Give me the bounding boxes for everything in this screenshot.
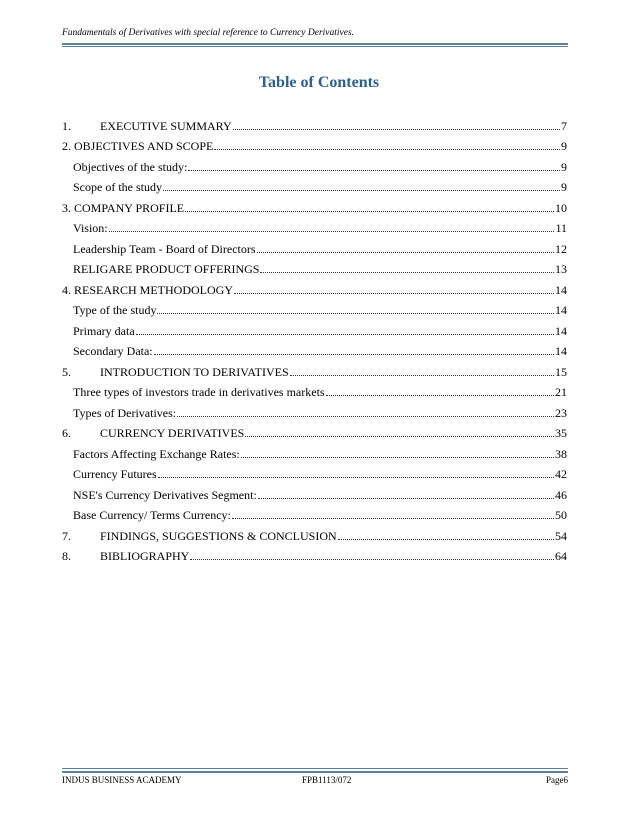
dot-leader — [257, 252, 554, 253]
toc-entry[interactable] — [62, 420, 567, 441]
toc-entry-page[interactable]: 21 — [555, 385, 567, 399]
toc-entry-page[interactable]: 9 — [561, 139, 567, 153]
toc-entry-label[interactable]: BIBLIOGRAPHY — [100, 549, 190, 563]
toc-entry-label[interactable]: Types of Derivatives: — [73, 405, 177, 420]
toc-title: Table of Contents — [258, 74, 380, 91]
toc-entry-number: 8. — [62, 549, 71, 563]
dot-leader — [232, 518, 554, 519]
toc-entry-number: 7. — [62, 528, 71, 543]
dot-leader — [185, 211, 554, 212]
toc-entry[interactable] — [62, 174, 567, 195]
footer-institution: INDUS BUSINESS ACADEMY — [62, 775, 182, 785]
toc-entry[interactable] — [62, 276, 567, 297]
toc-entry-label[interactable]: FINDINGS, SUGGESTIONS & CONCLUSION — [100, 528, 337, 543]
dot-leader — [157, 313, 554, 314]
toc-entry[interactable] — [62, 543, 567, 564]
toc-entry-page[interactable]: 7 — [561, 118, 567, 133]
toc-entry-label[interactable]: Type of the study — [73, 303, 157, 317]
dot-leader — [188, 170, 560, 171]
toc-entry[interactable] — [62, 317, 567, 338]
toc-entry[interactable] — [62, 481, 567, 502]
dot-leader — [177, 416, 554, 417]
toc-entry-page[interactable]: 14 — [555, 344, 567, 358]
header-rule-thin — [62, 46, 568, 47]
toc-entry-page[interactable]: 50 — [555, 508, 567, 522]
toc-entry-label[interactable]: NSE's Currency Derivatives Segment: — [73, 487, 257, 502]
toc-entry-number: 1. — [62, 118, 71, 133]
toc-entry[interactable] — [62, 522, 567, 543]
toc-entry-label[interactable]: EXECUTIVE SUMMARY — [100, 118, 232, 133]
toc-entry-page[interactable]: 14 — [555, 323, 567, 338]
toc-entry-page[interactable]: 13 — [555, 262, 567, 276]
toc-entry-label[interactable]: Currency Futures — [73, 467, 157, 481]
toc-entry[interactable] — [62, 194, 567, 215]
toc-entry-label[interactable]: 2. OBJECTIVES AND SCOPE — [62, 139, 214, 153]
dot-leader — [163, 190, 560, 191]
dot-leader — [234, 293, 554, 294]
toc-entry-page[interactable]: 46 — [555, 487, 567, 502]
toc-entry-label[interactable]: RELIGARE PRODUCT OFFERINGS — [73, 262, 260, 276]
toc-entry-label[interactable]: Scope of the study — [73, 180, 162, 194]
toc-entry-page[interactable]: 23 — [555, 405, 567, 420]
toc-entry-page[interactable]: 64 — [555, 549, 567, 563]
toc-entry-page[interactable]: 11 — [555, 221, 567, 235]
dot-leader — [326, 395, 554, 396]
toc-entry-label[interactable]: Factors Affecting Exchange Rates: — [73, 446, 240, 461]
toc-entry[interactable] — [62, 235, 567, 256]
toc-entry-page[interactable]: 9 — [561, 159, 567, 174]
toc-entry[interactable] — [62, 440, 567, 461]
dot-leader — [245, 436, 554, 437]
toc-entry-label[interactable]: Primary data — [73, 323, 135, 338]
toc-entry-page[interactable]: 10 — [555, 200, 567, 215]
toc-entry[interactable] — [62, 399, 567, 420]
footer-code: FPB1113/072 — [302, 775, 352, 785]
dot-leader — [260, 272, 554, 273]
toc-entry-page[interactable]: 9 — [561, 180, 567, 194]
footer-rule-thin — [62, 768, 568, 769]
toc-entry-label[interactable]: Leadership Team - Board of Directors — [73, 241, 256, 256]
footer-page-number: Page6 — [546, 775, 568, 785]
dot-leader — [158, 477, 554, 478]
toc-entry-label[interactable]: Three types of investors trade in derivatives markets — [73, 385, 325, 399]
toc-entry-label[interactable]: Objectives of the study: — [73, 159, 188, 174]
toc-entry-page[interactable]: 54 — [555, 528, 567, 543]
dot-leader — [214, 149, 560, 150]
toc-entry-label[interactable]: 4. RESEARCH METHODOLOGY — [62, 282, 233, 297]
toc-entry[interactable] — [62, 133, 567, 154]
dot-leader — [290, 375, 554, 376]
dot-leader — [136, 334, 554, 335]
toc-entry-label[interactable]: Vision: — [73, 221, 108, 235]
toc-entry[interactable] — [62, 358, 567, 379]
dot-leader — [154, 354, 554, 355]
toc-entry[interactable] — [62, 461, 567, 482]
header-rule — [62, 43, 568, 45]
dot-leader — [190, 559, 554, 560]
toc-entry-page[interactable]: 12 — [555, 241, 567, 256]
toc-entry[interactable] — [62, 379, 567, 400]
toc-entry-page[interactable]: 42 — [555, 467, 567, 481]
toc-entry[interactable] — [62, 112, 567, 133]
page-footer — [62, 775, 568, 789]
toc-entry-label[interactable]: 3. COMPANY PROFILE — [62, 200, 185, 215]
toc-entry-page[interactable]: 38 — [555, 446, 567, 461]
toc-entry[interactable] — [62, 256, 567, 277]
toc-entry-page[interactable]: 14 — [555, 282, 567, 297]
toc-entry-label[interactable]: CURRENCY DERIVATIVES — [100, 426, 245, 440]
toc-entry-page[interactable]: 35 — [555, 426, 567, 440]
toc-entry-number: 5. — [62, 364, 71, 379]
table-of-contents — [62, 112, 567, 563]
toc-entry-label[interactable]: Base Currency/ Terms Currency: — [73, 508, 231, 522]
dot-leader — [338, 539, 554, 540]
toc-entry-label[interactable]: INTRODUCTION TO DERIVATIVES — [100, 364, 289, 379]
dot-leader — [258, 498, 554, 499]
toc-entry-label[interactable]: Secondary Data: — [73, 344, 153, 358]
toc-entry[interactable] — [62, 153, 567, 174]
toc-entry[interactable] — [62, 297, 567, 318]
footer-rule — [62, 771, 568, 773]
dot-leader — [241, 457, 554, 458]
toc-entry[interactable] — [62, 502, 567, 523]
dot-leader — [109, 231, 555, 232]
toc-entry-number: 6. — [62, 426, 71, 440]
toc-entry[interactable] — [62, 338, 567, 359]
toc-entry-page[interactable]: 15 — [555, 364, 567, 379]
toc-entry[interactable] — [62, 215, 567, 236]
running-header: Fundamentals of Derivatives with special reference to Currency Derivatives. — [62, 28, 355, 38]
dot-leader — [233, 129, 560, 130]
toc-entry-page[interactable]: 14 — [555, 303, 567, 317]
